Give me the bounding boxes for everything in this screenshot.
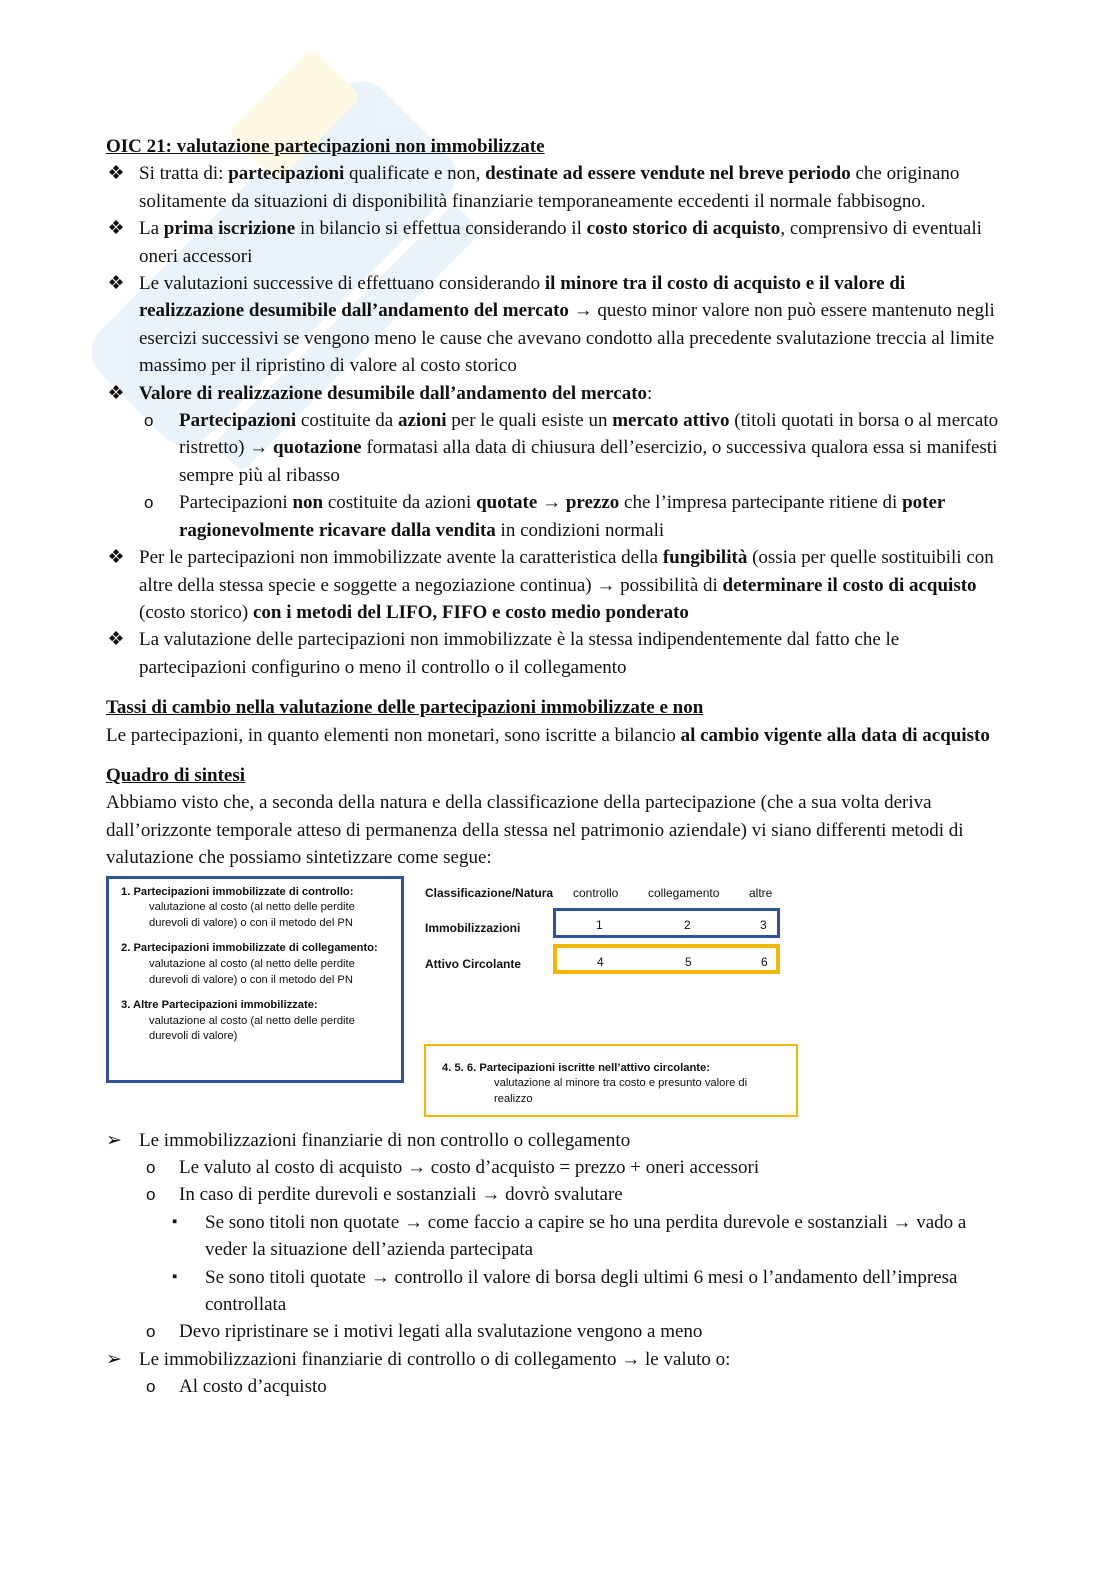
text-run: (titoli quotati in borsa o al mercato ristretto) → <box>179 410 999 459</box>
ac-note-desc: valutazione al minore tra costo e presunto valore di realizzo <box>494 1077 748 1105</box>
circle-bullet-icon: o <box>144 411 154 431</box>
row-box-immobilizzazioni <box>553 908 780 938</box>
bold-run: costo storico di acquisto <box>586 218 781 240</box>
list-item <box>106 1154 1006 1181</box>
table-header-classificazione: Classificazione/Natura <box>425 885 554 900</box>
bold-run: azioni <box>397 410 447 432</box>
diamond-bullet-icon: ❖ <box>107 629 125 651</box>
bold-run: partecipazioni <box>228 163 345 185</box>
section-title-oic21: OIC 21: valutazione partecipazioni non immobilizzate <box>106 136 545 157</box>
arrow-bullet-icon: ➢ <box>106 1348 122 1370</box>
text-run: : <box>647 382 653 404</box>
table-cell: 5 <box>685 954 692 969</box>
table-cell: 3 <box>760 917 767 932</box>
bold-run: prezzo <box>565 492 620 514</box>
rich-text <box>139 273 995 376</box>
diamond-bullet-icon: ❖ <box>107 273 125 295</box>
bold-run: Valore di realizzazione desumibile dall’andamento del mercato <box>139 382 648 404</box>
text-run: La <box>139 218 164 240</box>
text-run: La valutazione delle partecipazioni non immobilizzate è la stessa indipendentemente dal fatto che le partecipazioni configurino o meno il controllo o il collegamento <box>139 629 900 678</box>
circle-bullet-icon: o <box>146 1322 156 1342</box>
list-item <box>106 1181 1006 1208</box>
bold-run: quotate <box>476 492 538 514</box>
rich-text <box>179 410 998 486</box>
text-run: , comprensivo di eventuali oneri accessori <box>139 218 982 267</box>
list-item-text: Le immobilizzazioni finanziarie di non controllo o collegamento <box>139 1129 631 1151</box>
rich-text <box>179 492 945 540</box>
text-run: per le quali esiste un <box>446 410 613 432</box>
text-run: formatasi alla data di chiusura dell’esercizio, o successiva qualora essa si manifesti sempre più al ribasso <box>179 437 998 486</box>
table-cell: 1 <box>596 917 603 932</box>
rich-text <box>139 383 652 404</box>
text-run: costituite da <box>296 410 398 432</box>
list-item-text: Le valuto al costo di acquisto → costo d’acquisto = prezzo + oneri accessori <box>179 1156 760 1178</box>
list-item <box>106 1318 1006 1345</box>
table-cell: 6 <box>761 954 768 969</box>
diamond-bullet-icon: ❖ <box>107 163 125 185</box>
text-run: Partecipazioni <box>179 492 293 514</box>
legend-item <box>121 941 393 988</box>
row-label-attivo-circolante: Attivo Circolante <box>425 956 522 971</box>
summary-diagram <box>106 876 1006 1121</box>
text-run: → questo minor valore non può essere mantenuto negli esercizi successivi se vengono meno le cause che avevano condotto alla precedente svalutazione treccia al limite massimo per il ripristino di valore al costo storico <box>139 300 995 377</box>
text-run: in bilancio si effettua considerando il <box>295 218 587 240</box>
list-item-text: Se sono titoli quotate → controllo il valore di borsa degli ultimi 6 mesi o l’andamento dell’impresa controllata <box>205 1266 958 1315</box>
oic21-bullet-list <box>106 160 1006 681</box>
bold-run: fungibilità <box>662 547 748 569</box>
text-run: qualificate e non, <box>344 163 486 185</box>
row-box-attivo-circolante <box>553 944 780 974</box>
text-run: Le valutazioni successive di effettuano considerando <box>139 273 545 295</box>
list-item-text: Devo ripristinare se i motivi legati alla svalutazione vengono a meno <box>179 1321 703 1343</box>
bold-run: con i metodi del LIFO, FIFO e costo medio ponderato <box>252 601 689 623</box>
bold-run: non <box>292 492 324 514</box>
table-header-controllo: controllo <box>573 885 619 900</box>
bold-run: Partecipazioni <box>179 410 297 432</box>
circle-bullet-icon: o <box>146 1377 156 1397</box>
list-item <box>106 380 1006 544</box>
square-bullet-icon: ▪ <box>172 1213 178 1230</box>
bold-run: mercato attivo <box>612 410 730 432</box>
bold-run: al cambio vigente alla data di acquisto <box>680 724 990 746</box>
document-body <box>106 133 1006 1401</box>
circle-bullet-icon: o <box>144 493 154 513</box>
text-run: costituite da azioni <box>323 492 477 514</box>
bold-run: il minore tra il costo di acquisto e il valore di realizzazione desumibile dall’andamento del mercato <box>139 273 906 322</box>
list-item <box>106 544 1006 626</box>
text-run: (ossia per quelle sostituibili con altre della stessa specie e soggette a negoziazione continua) → possibilità di <box>139 547 994 596</box>
attivo-circolante-note <box>424 1044 798 1117</box>
list-item-text: In caso di perdite durevoli e sostanziali → dovrò svalutare <box>179 1184 623 1206</box>
text-run: → <box>537 492 566 514</box>
legend-item-title: 2. Partecipazioni immobilizzate di collegamento: <box>121 942 378 955</box>
diamond-bullet-icon: ❖ <box>107 382 125 404</box>
section-title-quadro: Quadro di sintesi <box>106 764 246 786</box>
legend-item-desc: valutazione al costo (al netto delle perdite durevoli di valore) o con il metodo del PN <box>149 957 355 986</box>
rich-text <box>139 547 994 623</box>
list-item <box>106 489 1006 544</box>
list-item <box>106 407 1006 489</box>
legend-box-immobilizzazioni <box>106 876 404 1083</box>
text-run: Si tratta di: <box>139 163 229 185</box>
row-label-immobilizzazioni: Immobilizzazioni <box>425 920 521 935</box>
section-title-tassi: Tassi di cambio nella valutazione delle partecipazioni immobilizzate e non <box>106 697 704 719</box>
circle-bullet-icon: o <box>146 1157 156 1177</box>
text-run: Per le partecipazioni non immobilizzate avente la caratteristica della <box>139 547 663 569</box>
list-item <box>106 1127 1006 1154</box>
bold-run: determinare il costo di acquisto <box>722 574 977 596</box>
list-item-text: Al costo d’acquisto <box>179 1376 327 1398</box>
list-item-text: Le immobilizzazioni finanziarie di controllo o di collegamento → le valuto o: <box>139 1348 731 1370</box>
immobilizzazioni-list <box>106 1127 1006 1401</box>
bold-run: quotazione <box>272 437 362 459</box>
table-cell: 2 <box>684 917 691 932</box>
legend-item-title: 3. Altre Partecipazioni immobilizzate: <box>121 999 318 1012</box>
list-item <box>106 270 1006 380</box>
legend-item-desc: valutazione al costo (al netto delle perdite durevoli di valore) <box>149 1014 355 1043</box>
circle-bullet-icon: o <box>146 1185 156 1205</box>
table-cell: 4 <box>597 954 604 969</box>
sub-list <box>106 407 1006 544</box>
table-header-altre: altre <box>749 885 773 900</box>
bold-run: poter ragionevolmente ricavare dalla vendita <box>179 492 945 541</box>
legend-item-title: 1. Partecipazioni immobilizzate di controllo: <box>121 885 354 898</box>
rich-text <box>139 218 982 266</box>
text-run: Le partecipazioni, in quanto elementi non monetari, sono iscritte a bilancio <box>106 724 681 746</box>
text-run: (costo storico) <box>139 601 253 623</box>
list-item-text: Se sono titoli non quotate → come faccio a capire se ho una perdita durevole e sostanziali → vado a veder la situazione dell’azienda partecipata <box>205 1211 967 1261</box>
square-bullet-icon: ▪ <box>172 1268 178 1285</box>
list-item <box>106 626 1006 681</box>
rich-text <box>139 629 899 677</box>
legend-item <box>121 885 393 932</box>
text-run: che l’impresa partecipante ritiene di <box>619 492 903 514</box>
ac-note-title: 4. 5. 6. Partecipazioni iscritte nell’attivo circolante: <box>442 1061 710 1074</box>
bold-run: prima iscrizione <box>163 218 296 240</box>
list-item <box>106 1264 1006 1319</box>
list-item <box>106 1209 1006 1264</box>
text-run: in condizioni normali <box>495 519 665 541</box>
diamond-bullet-icon: ❖ <box>107 218 125 240</box>
list-item <box>106 1373 1006 1400</box>
legend-item <box>121 998 393 1045</box>
list-item <box>106 1346 1006 1373</box>
rich-text <box>139 163 959 211</box>
diamond-bullet-icon: ❖ <box>107 547 125 569</box>
bold-run: destinate ad essere vendute nel breve periodo <box>485 163 851 185</box>
list-item <box>106 215 1006 270</box>
table-header-collegamento: collegamento <box>648 885 720 900</box>
rich-text <box>106 722 1006 749</box>
arrow-bullet-icon: ➢ <box>106 1129 122 1151</box>
list-item <box>106 160 1006 215</box>
legend-item-desc: valutazione al costo (al netto delle perdite durevoli di valore) o con il metodo del PN <box>149 901 355 929</box>
text-run: che originano solitamente da situazioni di disponibilità finanziarie temporaneamente eccedenti il normale fabbisogno. <box>139 163 960 212</box>
quadro-paragraph: Abbiamo visto che, a seconda della natura e della classificazione della partecipazione (che a sua volta deriva dall’orizzonte temporale atteso di permanenza della stessa nel patrimonio aziendale) vi siano differenti metodi di valutazione che possiamo sintetizzare come segue: <box>106 792 964 869</box>
